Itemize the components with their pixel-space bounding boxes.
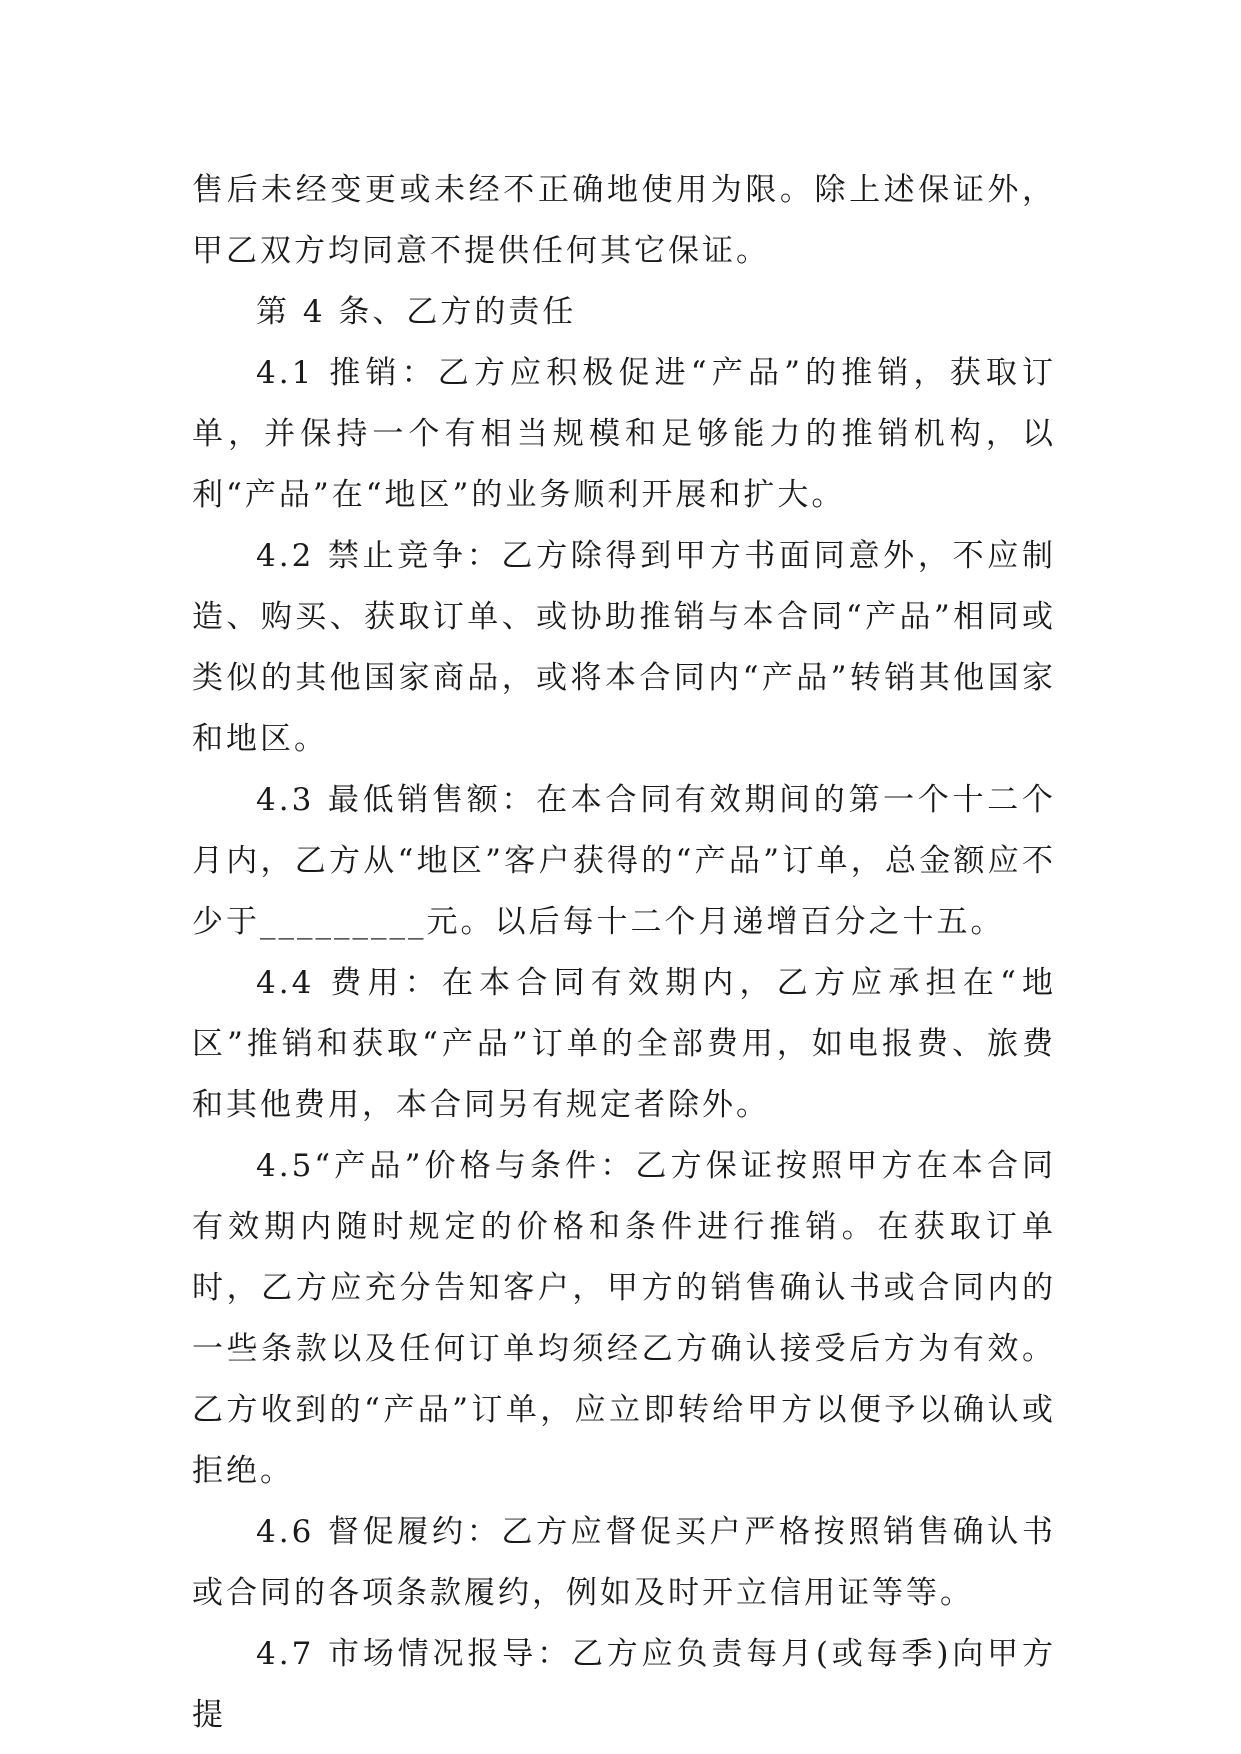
- clause-4-2-non-competition: 4.2 禁止竞争：乙方除得到甲方书面同意外，不应制造、购买、获取订单、或协助推销与本合同“产品”相同或类似的其他国家商品，或将本合同内“产品”转销其他国家和地区。: [192, 538, 1056, 757]
- clause-4-7-market-report: 4.7 市场情况报导：乙方应负责每月(或每季)向甲方提: [192, 1636, 1056, 1733]
- clause-4-1-promotion: 4.1 推销：乙方应积极促进“产品”的推销，获取订单，并保持一个有相当规模和足够能力的推销机构，以利“产品”在“地区”的业务顺利开展和扩大。: [192, 355, 1056, 513]
- document-page: [192, 160, 1056, 1746]
- clause-4-3-minimum-sales: 4.3 最低销售额：在本合同有效期间的第一个十二个月内，乙方从“地区”客户获得的“产品”订单，总金额应不少于_________元。以后每十二个月递增百分之十五。: [192, 782, 1056, 940]
- section-heading-article-4: 第 4 条、乙方的责任: [256, 294, 577, 330]
- clause-4-6-performance: 4.6 督促履约：乙方应督促买户严格按照销售确认书或合同的各项条款履约，例如及时开立信用证等等。: [192, 1514, 1056, 1611]
- clause-4-4-expenses: 4.4 费用：在本合同有效期内，乙方应承担在“地区”推销和获取“产品”订单的全部费用，如电报费、旅费和其他费用，本合同另有规定者除外。: [192, 965, 1056, 1123]
- clause-4-5-price-and-terms: 4.5“产品”价格与条件：乙方保证按照甲方在本合同有效期内随时规定的价格和条件进行推销。在获取订单时，乙方应充分告知客户，甲方的销售确认书或合同内的一些条款以及任何订单均须经乙方确认接受后方为有效。乙方收到的“产品”订单，应立即转给甲方以便予以确认或拒绝。: [192, 1148, 1056, 1489]
- paragraph-warranty-end: 售后未经变更或未经不正确地使用为限。除上述保证外，甲乙双方均同意不提供任何其它保证。: [192, 172, 1056, 269]
